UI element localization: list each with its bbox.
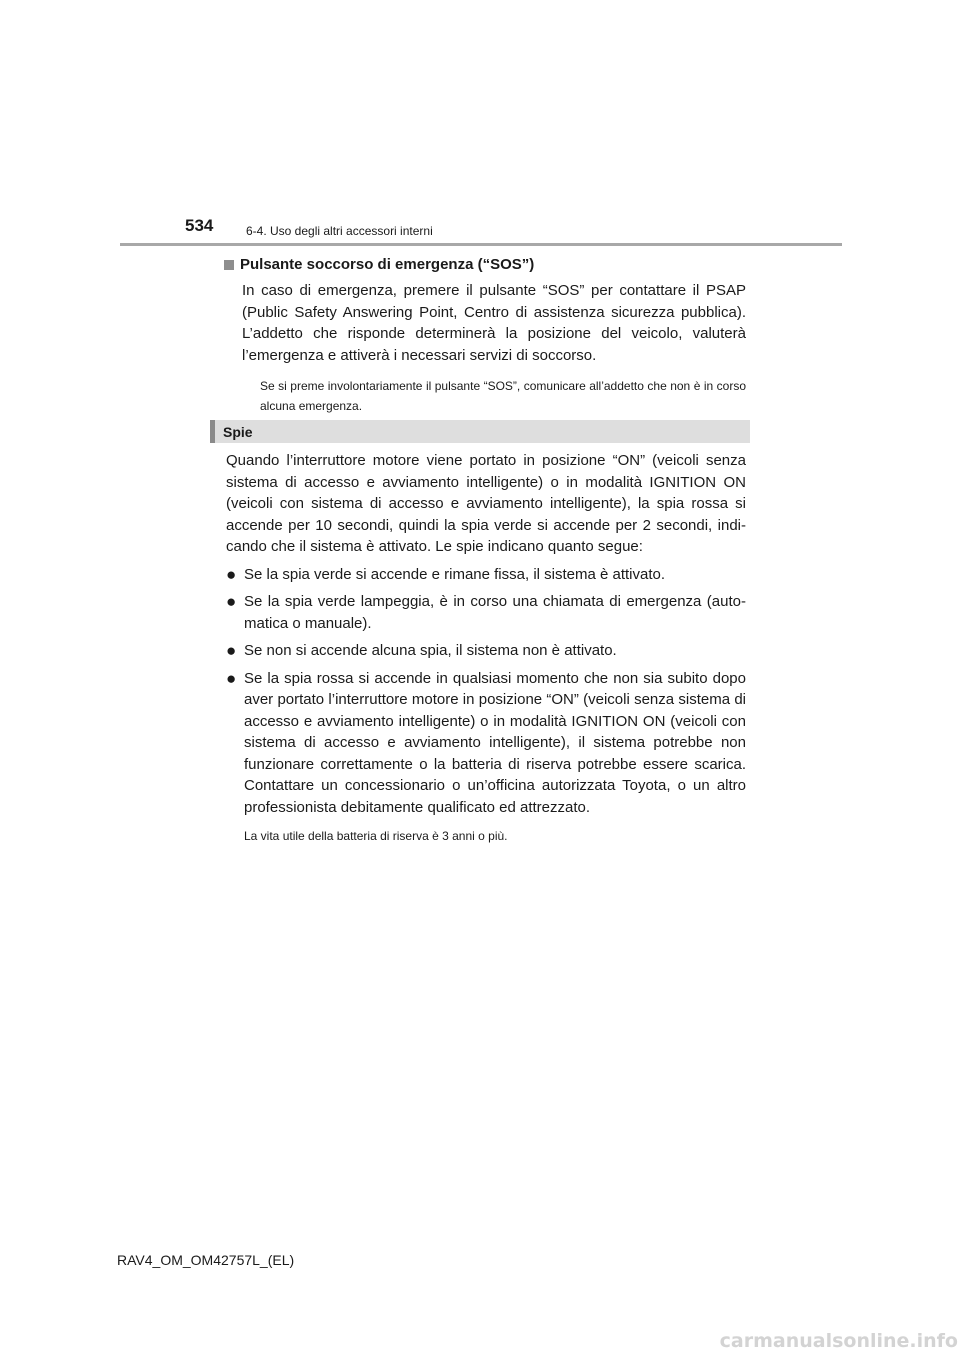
list-item (226, 564, 746, 586)
bullet-text: Se la spia verde si accende e rimane fissa, il sistema è attivato. (244, 565, 666, 583)
bullet-dot-icon: ● (226, 564, 237, 584)
page-number: 534 (185, 216, 214, 235)
spie-section (226, 450, 746, 846)
bullet-text: Se la spia verde lampeggia, è in corso una chiamata di emergenza (auto-matica o manuale). (244, 593, 746, 632)
bullet-text: Se la spia rossa si accende in qualsiasi momento che non sia subito dopo aver portato l’interruttore motore in posizione “ON” (veicoli senza sistema di accesso e avviamento intelligente) o in modalità IGNITION ON (veicoli con sistema di accesso e avviamento intelligente), il sistema potrebbe non funzionare correttamente o la batteria di riserva potrebbe essere scarica. Contattare un concessionario o un’officina autorizzata Toyota, o un altro professionista debitamente qualificato ed attrezzato. (244, 669, 746, 816)
spie-title: Spie (223, 423, 253, 440)
sos-section (224, 254, 746, 416)
bullet-dot-icon: ● (226, 592, 237, 611)
watermark: carmanualsonline.info (719, 1330, 958, 1352)
sos-heading (224, 254, 746, 276)
square-bullet-icon (224, 260, 234, 270)
bullet-dot-icon: ● (226, 668, 237, 688)
list-item (226, 668, 746, 819)
footer-code: RAV4_OM_OM42757L_(EL) (117, 1252, 295, 1268)
section-title: 6-4. Uso degli altri accessori interni (246, 224, 433, 238)
list-item (226, 591, 746, 634)
list-item (226, 640, 746, 662)
sos-heading-text: Pulsante soccorso di emergenza (“SOS”) (240, 256, 535, 273)
spie-note: La vita utile della batteria di riserva è 3 anni o più. (244, 829, 508, 843)
spie-intro: Quando l’interruttore motore viene portato in posizione “ON” (veicoli senza sistema di accesso e avviamento intelligente) o in modalità IGNITION ON (veicoli con sistema di accesso e avviamento intelligente), la spia rossa si accende per 10 secondi, quindi la spia verde si accende per 2 secondi, indi-cando che il sistema è attivato. Le spie indicano quanto segue: (226, 452, 746, 555)
sos-note: Se si preme involontariamente il pulsante “SOS”, comunicare all’addetto che non è in corso alcuna emergenza. (260, 379, 746, 413)
spie-section-bar (210, 420, 750, 443)
bullet-text: Se non si accende alcuna spia, il sistema non è attivato. (244, 642, 617, 659)
bullet-dot-icon: ● (226, 641, 237, 660)
sos-paragraph: In caso di emergenza, premere il pulsante “SOS” per contattare il PSAP (Public Safety Answering Point, Centro di assistenza sicurezza pubblica). L’addetto che risponde determinerà la posizione del veicolo, valuterà l’emergenza e attiverà i necessari servizi di soccorso. (242, 282, 746, 364)
header-rule (120, 243, 842, 246)
